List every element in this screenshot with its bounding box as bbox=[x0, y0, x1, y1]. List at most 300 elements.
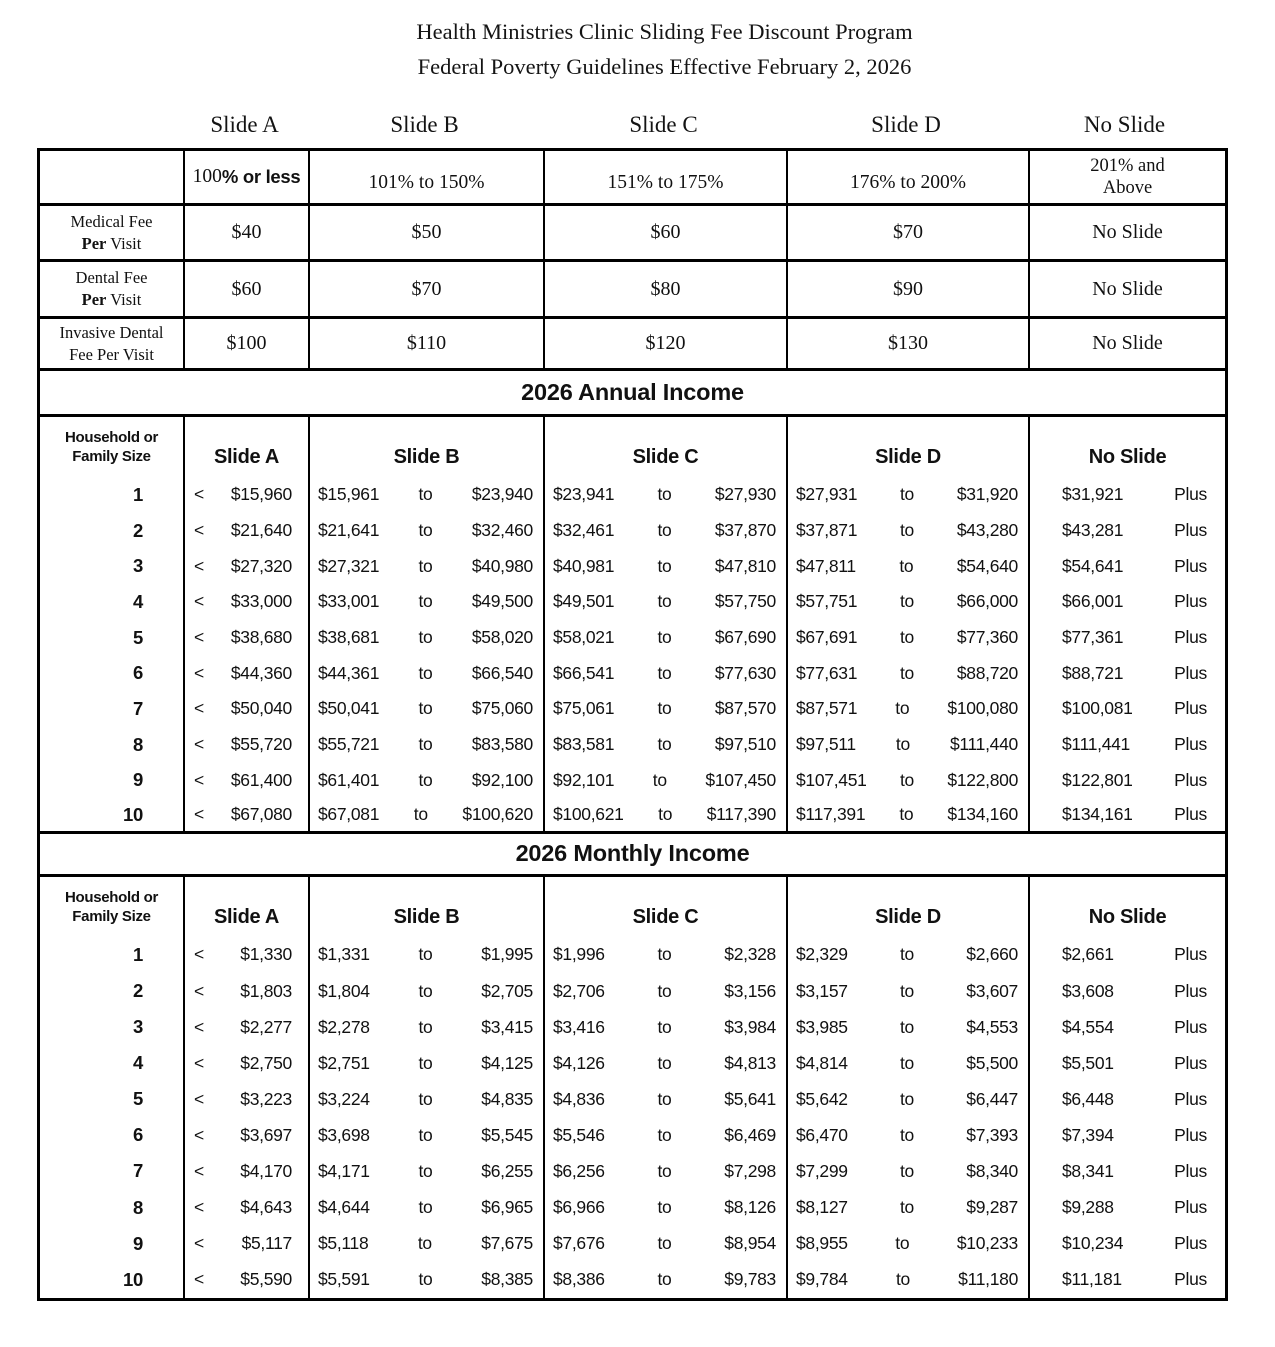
title-line-1: Health Ministries Clinic Sliding Fee Discount Program bbox=[416, 19, 913, 44]
slide-a-max-value: $1,803 bbox=[240, 980, 292, 1001]
family-size-value: 3 bbox=[133, 555, 143, 577]
range-min-value: $57,751 bbox=[796, 591, 858, 612]
annual-slide-a-cell bbox=[185, 798, 310, 834]
monthly-household-size-header bbox=[40, 877, 185, 937]
slide-a-max-value: $2,277 bbox=[240, 1016, 292, 1037]
household-header-line2: Family Size bbox=[72, 448, 151, 465]
dental-fee-label bbox=[40, 262, 185, 319]
family-size-value: 8 bbox=[133, 1196, 143, 1218]
monthly-family-size-cell bbox=[40, 1117, 185, 1153]
range-max-value: $31,920 bbox=[956, 484, 1018, 505]
range-to-label: to bbox=[900, 484, 914, 505]
plus-label: Plus bbox=[1174, 980, 1207, 1001]
dental-fee-label-bold: Per bbox=[81, 290, 107, 309]
range-max-value: $6,965 bbox=[481, 1197, 533, 1218]
range-to-label: to bbox=[895, 734, 910, 755]
range-max-value: $2,328 bbox=[724, 944, 776, 965]
medical-fee-slide-d: $70 bbox=[788, 206, 1030, 262]
monthly-slide-d-cell bbox=[788, 1045, 1030, 1081]
monthly-slide-b-cell bbox=[310, 1153, 545, 1189]
range-to-label: to bbox=[895, 698, 910, 719]
annual-slide-a-cell bbox=[185, 548, 310, 584]
medical-fee-slide-b: $50 bbox=[310, 206, 545, 262]
range-to-label: to bbox=[418, 1016, 433, 1037]
monthly-slide-b-header: Slide B bbox=[310, 877, 545, 937]
plus-label: Plus bbox=[1174, 1197, 1207, 1218]
annual-slide-a-cell bbox=[185, 727, 310, 763]
range-to-label: to bbox=[900, 1088, 914, 1109]
no-slide-min-value: $5,501 bbox=[1062, 1052, 1114, 1073]
slide-a-max-value: $5,590 bbox=[240, 1269, 292, 1290]
range-to-label: to bbox=[418, 769, 433, 790]
annual-family-size-cell bbox=[40, 548, 185, 584]
range-to-label: to bbox=[658, 804, 673, 825]
range-max-value: $5,500 bbox=[966, 1052, 1018, 1073]
header-slide-b: Slide B bbox=[390, 112, 459, 137]
range-max-value: $6,447 bbox=[966, 1088, 1018, 1109]
annual-family-size-cell bbox=[40, 620, 185, 656]
monthly-slide-a-cell bbox=[185, 937, 310, 973]
range-min-value: $5,118 bbox=[318, 1233, 369, 1254]
annual-slide-c-cell bbox=[545, 798, 788, 834]
annual-slide-c-header: Slide C bbox=[545, 417, 788, 477]
range-to-label: to bbox=[657, 1088, 672, 1109]
medical-fee-label-line2 bbox=[82, 233, 142, 255]
monthly-slide-d-cell bbox=[788, 1117, 1030, 1153]
percent-row-label-empty bbox=[40, 151, 185, 206]
no-slide-min-value: $6,448 bbox=[1062, 1088, 1114, 1109]
range-min-value: $97,511 bbox=[796, 734, 856, 755]
monthly-no-slide-cell bbox=[1030, 973, 1225, 1009]
range-max-value: $4,813 bbox=[724, 1052, 776, 1073]
invasive-dental-fee-slide-a: $100 bbox=[185, 319, 310, 371]
annual-slide-c-cell bbox=[545, 727, 788, 763]
plus-label: Plus bbox=[1174, 1052, 1207, 1073]
annual-no-slide-cell bbox=[1030, 513, 1225, 549]
range-min-value: $2,706 bbox=[553, 980, 605, 1001]
annual-family-size-cell bbox=[40, 727, 185, 763]
monthly-slide-b-cell bbox=[310, 1117, 545, 1153]
annual-slide-d-cell bbox=[788, 655, 1030, 691]
range-max-value: $7,393 bbox=[966, 1124, 1018, 1145]
range-min-value: $107,451 bbox=[796, 769, 867, 790]
range-to-label: to bbox=[657, 698, 672, 719]
range-to-label: to bbox=[899, 555, 914, 576]
medical-fee-slide-c: $60 bbox=[545, 206, 788, 262]
plus-label: Plus bbox=[1174, 555, 1207, 576]
range-max-value: $100,620 bbox=[462, 804, 533, 825]
dental-fee-slide-a: $60 bbox=[185, 262, 310, 319]
invasive-dental-fee-label bbox=[40, 319, 185, 371]
family-size-value: 8 bbox=[133, 733, 143, 755]
range-to-label: to bbox=[417, 1233, 432, 1254]
range-min-value: $2,329 bbox=[796, 944, 848, 965]
medical-fee-label bbox=[40, 206, 185, 262]
range-max-value: $10,233 bbox=[956, 1233, 1018, 1254]
range-to-label: to bbox=[657, 1016, 672, 1037]
annual-slide-b-cell bbox=[310, 655, 545, 691]
plus-label: Plus bbox=[1174, 591, 1207, 612]
monthly-family-size-cell bbox=[40, 937, 185, 973]
range-max-value: $111,440 bbox=[949, 734, 1018, 755]
monthly-slide-d-cell bbox=[788, 1226, 1030, 1262]
range-min-value: $33,001 bbox=[318, 591, 380, 612]
monthly-slide-b-cell bbox=[310, 1009, 545, 1045]
annual-slide-d-cell bbox=[788, 798, 1030, 834]
monthly-family-size-cell bbox=[40, 1190, 185, 1226]
annual-slide-b-cell bbox=[310, 691, 545, 727]
monthly-slide-c-header: Slide C bbox=[545, 877, 788, 937]
range-min-value: $8,127 bbox=[796, 1197, 848, 1218]
range-to-label: to bbox=[657, 662, 672, 683]
range-to-label: to bbox=[418, 1197, 433, 1218]
range-to-label: to bbox=[900, 1160, 914, 1181]
monthly-slide-a-cell bbox=[185, 1190, 310, 1226]
monthly-slide-d-cell bbox=[788, 1190, 1030, 1226]
annual-family-size-cell bbox=[40, 798, 185, 834]
family-size-value: 5 bbox=[133, 626, 143, 648]
annual-no-slide-cell bbox=[1030, 548, 1225, 584]
plus-label: Plus bbox=[1174, 944, 1207, 965]
range-to-label: to bbox=[418, 1088, 433, 1109]
monthly-slide-c-cell bbox=[545, 1081, 788, 1117]
range-to-label: to bbox=[418, 627, 433, 648]
range-to-label: to bbox=[657, 520, 672, 541]
range-min-value: $92,101 bbox=[553, 769, 615, 790]
invasive-dental-label-line1: Invasive Dental bbox=[59, 322, 164, 342]
monthly-slide-d-header: Slide D bbox=[788, 877, 1030, 937]
range-max-value: $87,570 bbox=[714, 698, 776, 719]
range-max-value: $4,125 bbox=[481, 1052, 533, 1073]
range-to-label: to bbox=[657, 627, 672, 648]
monthly-slide-a-cell bbox=[185, 1009, 310, 1045]
header-slide-a: Slide A bbox=[210, 112, 279, 137]
annual-no-slide-cell bbox=[1030, 727, 1225, 763]
annual-slide-a-cell bbox=[185, 477, 310, 513]
range-min-value: $27,931 bbox=[796, 484, 858, 505]
no-slide-min-value: $7,394 bbox=[1062, 1124, 1114, 1145]
annual-slide-c-cell bbox=[545, 691, 788, 727]
no-slide-min-value: $4,554 bbox=[1062, 1016, 1114, 1037]
dental-fee-label-line1: Dental Fee bbox=[75, 268, 148, 287]
annual-slide-c-cell bbox=[545, 513, 788, 549]
annual-no-slide-cell bbox=[1030, 620, 1225, 656]
household-header-line1: Household or bbox=[64, 888, 159, 906]
family-size-value: 10 bbox=[123, 803, 143, 825]
range-max-value: $23,940 bbox=[471, 484, 533, 505]
range-min-value: $15,961 bbox=[318, 484, 380, 505]
slide-a-max-value: $3,697 bbox=[240, 1124, 292, 1145]
annual-slide-b-cell bbox=[310, 727, 545, 763]
annual-no-slide-cell bbox=[1030, 584, 1225, 620]
slide-a-max-value: $5,117 bbox=[241, 1233, 292, 1254]
range-max-value: $43,280 bbox=[956, 520, 1018, 541]
range-max-value: $8,954 bbox=[724, 1233, 776, 1254]
monthly-no-slide-cell bbox=[1030, 1190, 1225, 1226]
range-max-value: $5,641 bbox=[724, 1088, 776, 1109]
range-max-value: $107,450 bbox=[705, 769, 776, 790]
annual-slide-b-cell bbox=[310, 513, 545, 549]
invasive-dental-fee-slide-b: $110 bbox=[310, 319, 545, 371]
no-slide-min-value: $111,441 bbox=[1062, 734, 1130, 755]
monthly-family-size-cell bbox=[40, 1153, 185, 1189]
no-slide-min-value: $77,361 bbox=[1062, 627, 1124, 648]
range-min-value: $61,401 bbox=[318, 769, 380, 790]
medical-fee-no-slide: No Slide bbox=[1030, 206, 1225, 262]
annual-slide-c-cell bbox=[545, 763, 788, 799]
range-to-label: to bbox=[900, 1124, 914, 1145]
slide-a-max-value: $50,040 bbox=[230, 698, 292, 719]
plus-label: Plus bbox=[1174, 627, 1207, 648]
annual-no-slide-cell bbox=[1030, 691, 1225, 727]
no-slide-min-value: $10,234 bbox=[1062, 1233, 1124, 1254]
monthly-income-section-title: 2026 Monthly Income bbox=[40, 834, 1225, 877]
range-min-value: $1,331 bbox=[318, 944, 370, 965]
annual-no-slide-cell bbox=[1030, 798, 1225, 834]
plus-label: Plus bbox=[1174, 804, 1207, 825]
range-min-value: $7,299 bbox=[796, 1160, 848, 1181]
monthly-no-slide-cell bbox=[1030, 1262, 1225, 1298]
annual-slide-a-header: Slide A bbox=[185, 417, 310, 477]
monthly-slide-c-cell bbox=[545, 1226, 788, 1262]
range-min-value: $6,966 bbox=[553, 1197, 605, 1218]
slide-a-max-value: $61,400 bbox=[230, 769, 292, 790]
range-to-label: to bbox=[418, 1160, 433, 1181]
family-size-value: 7 bbox=[133, 697, 143, 719]
range-min-value: $21,641 bbox=[318, 520, 380, 541]
annual-slide-a-cell bbox=[185, 655, 310, 691]
monthly-slide-a-cell bbox=[185, 1081, 310, 1117]
range-max-value: $2,705 bbox=[481, 980, 533, 1001]
monthly-slide-c-cell bbox=[545, 1153, 788, 1189]
annual-family-size-cell bbox=[40, 513, 185, 549]
annual-slide-c-cell bbox=[545, 548, 788, 584]
monthly-family-size-cell bbox=[40, 1009, 185, 1045]
monthly-slide-a-cell bbox=[185, 1117, 310, 1153]
range-to-label: to bbox=[900, 769, 914, 790]
annual-slide-a-cell bbox=[185, 691, 310, 727]
range-max-value: $7,298 bbox=[724, 1160, 776, 1181]
annual-family-size-cell bbox=[40, 763, 185, 799]
slide-a-max-value: $4,643 bbox=[240, 1197, 292, 1218]
monthly-slide-d-cell bbox=[788, 937, 1030, 973]
range-to-label: to bbox=[418, 591, 433, 612]
medical-fee-label-bold: Per bbox=[81, 233, 107, 253]
annual-no-slide-cell bbox=[1030, 655, 1225, 691]
percent-a-prefix: 100 bbox=[192, 166, 222, 187]
slide-a-max-value: $4,170 bbox=[240, 1160, 292, 1181]
slide-a-max-value: $38,680 bbox=[230, 627, 292, 648]
range-max-value: $3,607 bbox=[966, 980, 1018, 1001]
family-size-value: 6 bbox=[133, 662, 143, 684]
range-min-value: $3,157 bbox=[796, 980, 848, 1001]
range-min-value: $47,811 bbox=[796, 555, 856, 576]
range-max-value: $92,100 bbox=[471, 769, 533, 790]
monthly-slide-c-cell bbox=[545, 1262, 788, 1298]
monthly-slide-b-cell bbox=[310, 973, 545, 1009]
slide-a-max-value: $33,000 bbox=[230, 591, 292, 612]
monthly-no-slide-cell bbox=[1030, 1009, 1225, 1045]
percent-no-slide-line2: Above bbox=[1102, 178, 1153, 198]
plus-label: Plus bbox=[1174, 662, 1207, 683]
range-max-value: $54,640 bbox=[956, 555, 1018, 576]
range-min-value: $7,676 bbox=[553, 1233, 605, 1254]
range-min-value: $67,081 bbox=[318, 804, 380, 825]
range-max-value: $8,126 bbox=[724, 1197, 776, 1218]
range-min-value: $44,361 bbox=[318, 662, 380, 683]
no-slide-min-value: $134,161 bbox=[1062, 804, 1133, 825]
medical-fee-label-line1: Medical Fee bbox=[70, 211, 153, 231]
range-max-value: $97,510 bbox=[714, 734, 776, 755]
invasive-dental-fee-slide-d: $130 bbox=[788, 319, 1030, 371]
monthly-slide-c-cell bbox=[545, 1117, 788, 1153]
range-max-value: $88,720 bbox=[956, 662, 1018, 683]
monthly-slide-b-cell bbox=[310, 1226, 545, 1262]
annual-no-slide-header: No Slide bbox=[1088, 446, 1167, 468]
range-min-value: $1,996 bbox=[553, 944, 605, 965]
range-to-label: to bbox=[418, 1269, 433, 1290]
range-min-value: $50,041 bbox=[318, 698, 380, 719]
range-max-value: $134,160 bbox=[947, 804, 1018, 825]
range-to-label: to bbox=[418, 520, 433, 541]
range-to-label: to bbox=[900, 627, 914, 648]
range-to-label: to bbox=[900, 1016, 914, 1037]
range-to-label: to bbox=[895, 1269, 910, 1290]
less-than-symbol: < bbox=[194, 804, 204, 825]
family-size-value: 4 bbox=[133, 1052, 143, 1074]
range-min-value: $66,541 bbox=[553, 662, 615, 683]
plus-label: Plus bbox=[1174, 1269, 1207, 1290]
range-to-label: to bbox=[418, 734, 433, 755]
range-min-value: $3,416 bbox=[553, 1016, 605, 1037]
monthly-no-slide-cell bbox=[1030, 1226, 1225, 1262]
range-min-value: $58,021 bbox=[553, 627, 615, 648]
header-spacer bbox=[37, 112, 182, 138]
monthly-slide-a-cell bbox=[185, 1226, 310, 1262]
plus-label: Plus bbox=[1174, 1088, 1207, 1109]
range-max-value: $66,000 bbox=[956, 591, 1018, 612]
household-header-line1: Household or bbox=[64, 429, 159, 446]
dental-fee-label-line2 bbox=[82, 289, 142, 311]
dental-fee-slide-d: $90 bbox=[788, 262, 1030, 319]
range-min-value: $3,224 bbox=[318, 1088, 370, 1109]
monthly-slide-b-cell bbox=[310, 1045, 545, 1081]
plus-label: Plus bbox=[1174, 1160, 1207, 1181]
range-to-label: to bbox=[657, 1124, 672, 1145]
annual-slide-b-cell bbox=[310, 584, 545, 620]
annual-family-size-cell bbox=[40, 584, 185, 620]
range-min-value: $32,461 bbox=[553, 520, 615, 541]
annual-slide-b-cell bbox=[310, 763, 545, 799]
range-max-value: $77,630 bbox=[714, 662, 776, 683]
range-to-label: to bbox=[657, 1052, 672, 1073]
range-max-value: $2,660 bbox=[966, 944, 1018, 965]
less-than-symbol: < bbox=[194, 980, 204, 1001]
plus-label: Plus bbox=[1174, 520, 1207, 541]
range-to-label: to bbox=[657, 944, 672, 965]
monthly-slide-c-cell bbox=[545, 1009, 788, 1045]
less-than-symbol: < bbox=[194, 1233, 204, 1254]
slide-a-max-value: $21,640 bbox=[230, 520, 292, 541]
range-max-value: $32,460 bbox=[471, 520, 533, 541]
range-min-value: $100,621 bbox=[553, 804, 624, 825]
monthly-no-slide-cell bbox=[1030, 1153, 1225, 1189]
family-size-value: 1 bbox=[133, 943, 143, 965]
monthly-slide-d-cell bbox=[788, 1262, 1030, 1298]
invasive-dental-label-line2: Fee Per Visit bbox=[69, 344, 154, 364]
range-to-label: to bbox=[657, 591, 672, 612]
slide-a-max-value: $55,720 bbox=[230, 734, 292, 755]
range-min-value: $5,591 bbox=[318, 1269, 370, 1290]
range-max-value: $6,469 bbox=[724, 1124, 776, 1145]
annual-family-size-cell bbox=[40, 691, 185, 727]
range-min-value: $87,571 bbox=[796, 698, 858, 719]
annual-slide-d-cell bbox=[788, 620, 1030, 656]
annual-slide-d-header: Slide D bbox=[788, 417, 1030, 477]
range-min-value: $5,642 bbox=[796, 1088, 848, 1109]
slide-a-max-value: $2,750 bbox=[240, 1052, 292, 1073]
range-to-label: to bbox=[895, 1233, 910, 1254]
plus-label: Plus bbox=[1174, 484, 1207, 505]
plus-label: Plus bbox=[1174, 769, 1207, 790]
range-to-label: to bbox=[900, 980, 914, 1001]
range-to-label: to bbox=[899, 804, 914, 825]
percent-range-slide-b: 101% to 150% bbox=[310, 151, 545, 206]
range-min-value: $49,501 bbox=[553, 591, 615, 612]
range-min-value: $3,985 bbox=[796, 1016, 848, 1037]
range-max-value: $1,995 bbox=[481, 944, 533, 965]
range-max-value: $5,545 bbox=[481, 1124, 533, 1145]
range-max-value: $58,020 bbox=[471, 627, 533, 648]
range-to-label: to bbox=[418, 662, 433, 683]
range-to-label: to bbox=[657, 980, 672, 1001]
monthly-no-slide-cell bbox=[1030, 1045, 1225, 1081]
range-max-value: $9,783 bbox=[724, 1269, 776, 1290]
percent-no-slide-line1: 201% and bbox=[1090, 156, 1165, 176]
range-max-value: $47,810 bbox=[714, 555, 776, 576]
plus-label: Plus bbox=[1174, 1233, 1207, 1254]
family-size-value: 6 bbox=[133, 1124, 143, 1146]
range-max-value: $66,540 bbox=[471, 662, 533, 683]
range-to-label: to bbox=[900, 662, 914, 683]
less-than-symbol: < bbox=[194, 591, 204, 612]
less-than-symbol: < bbox=[194, 1124, 204, 1145]
monthly-no-slide-cell bbox=[1030, 937, 1225, 973]
less-than-symbol: < bbox=[194, 484, 204, 505]
family-size-value: 7 bbox=[133, 1160, 143, 1182]
less-than-symbol: < bbox=[194, 627, 204, 648]
header-slide-c: Slide C bbox=[629, 112, 698, 137]
range-to-label: to bbox=[900, 591, 914, 612]
slide-a-max-value: $67,080 bbox=[230, 804, 292, 825]
household-header-line2: Family Size bbox=[72, 907, 151, 925]
range-min-value: $117,391 bbox=[796, 804, 866, 825]
range-to-label: to bbox=[418, 484, 433, 505]
range-min-value: $2,751 bbox=[318, 1052, 370, 1073]
range-max-value: $3,984 bbox=[724, 1016, 776, 1037]
slide-a-max-value: $44,360 bbox=[230, 662, 292, 683]
slide-a-max-value: $15,960 bbox=[230, 484, 292, 505]
range-max-value: $77,360 bbox=[956, 627, 1018, 648]
monthly-slide-b-cell bbox=[310, 1081, 545, 1117]
range-max-value: $3,415 bbox=[481, 1016, 533, 1037]
range-max-value: $100,080 bbox=[947, 698, 1018, 719]
annual-no-slide-cell bbox=[1030, 477, 1225, 513]
range-min-value: $8,955 bbox=[796, 1233, 848, 1254]
less-than-symbol: < bbox=[194, 698, 204, 719]
invasive-dental-fee-no-slide: No Slide bbox=[1030, 319, 1225, 371]
annual-slide-a-cell bbox=[185, 513, 310, 549]
